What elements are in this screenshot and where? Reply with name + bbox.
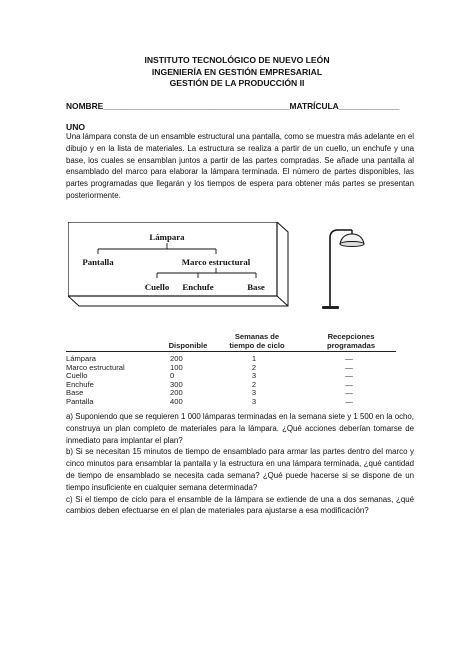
tree-node-marco-estructural: Marco estructural: [181, 257, 251, 267]
header-disponible: Disponible: [168, 341, 208, 350]
cell-receipts: —: [345, 396, 353, 406]
cell-item: Lámpara: [66, 354, 96, 363]
program-name: INGENIERÍA EN GESTIÓN EMPRESARIAL: [151, 66, 323, 77]
question-c: c) Si el tiempo de ciclo para el ensamble de la lámpara se extiende de una a dos semanas, ¿qué cambios deben efectuarse en el plan de materiales para ajustarse a esa modificación?: [66, 494, 414, 516]
cell-receipts: —: [345, 379, 353, 389]
intro-paragraph: [66, 131, 414, 202]
matricula-blank: _____________: [338, 101, 400, 111]
cell-available: 100: [170, 362, 183, 372]
tree-node-enchufe: Enchufe: [182, 282, 214, 292]
lamp-illustration: [320, 224, 378, 310]
cell-available: 400: [170, 396, 183, 406]
cell-weeks: 2: [251, 362, 257, 372]
cell-weeks: 1: [251, 354, 257, 363]
tree-node-cuello: Cuello: [144, 282, 170, 292]
question-b: b) Si se necesitan 15 minutos de tiempo de ensamblado para armar las partes dentro del marco y cinco minutos para ensamblar la pantalla y la estructura en una lámpara terminada, ¿qué cantidad de tiempo de ensamblado se necesita cada semana? ¿Qué puede hacerse si se dispone de un tiempo insuficiente en cualquier semana determinada?: [66, 447, 414, 492]
institution-name: INSTITUTO TECNOLÓGICO DE NUEVO LEÓN: [144, 55, 330, 65]
questions-block: [66, 411, 414, 517]
cell-weeks: 3: [251, 388, 257, 397]
cell-receipts: —: [345, 362, 353, 372]
cell-item: Marco estructural: [66, 362, 125, 372]
cell-receipts: —: [345, 371, 353, 380]
matricula-label: MATRÍCULA: [289, 101, 339, 111]
cell-item: Cuello: [66, 371, 88, 380]
cell-item: Enchufe: [66, 379, 94, 389]
intro-text: Una lámpara consta de un ensamble estructural una pantalla, como se muestra más adelante en el dibujo y en la lista de materiales. La estructura se realiza a partir de un cuello, un enchufe y una base, los cuales se ensamblan juntos a partir de las partes compradas. Se añade una pantalla al ensamblado del marco para elaborar la lámpara terminada. El número de partes disponibles, las partes programadas que llegarán y los tiempos de espera para obtener más partes se presentan posteriormente.: [66, 132, 414, 200]
name-label: NOMBRE: [66, 101, 104, 111]
table-row: [66, 371, 406, 379]
tree-node-base: Base: [247, 282, 265, 292]
cell-item: Base: [66, 388, 84, 397]
header-semanas-ciclo: [224, 332, 290, 350]
bom-tree-diagram: [68, 222, 290, 308]
course-name: GESTIÓN DE LA PRODUCCIÓN II: [169, 78, 305, 88]
cell-item: Pantalla: [66, 396, 94, 406]
header-rule: [66, 351, 396, 352]
header-recepciones-line2: programadas: [326, 341, 376, 350]
document-header: [0, 55, 474, 90]
header-recepciones-line1: Recepciones: [327, 332, 375, 341]
header-semanas-line2: tiempo de ciclo: [229, 341, 285, 350]
cell-receipts: —: [345, 388, 353, 397]
cell-weeks: 3: [251, 396, 257, 406]
table-row: [66, 388, 406, 396]
table-row: [66, 380, 406, 388]
cell-weeks: 3: [251, 371, 257, 380]
student-info-line: [66, 101, 399, 111]
cell-weeks: 2: [251, 379, 257, 389]
header-recepciones: [314, 332, 388, 350]
table-row: [66, 363, 406, 371]
table-row: [66, 397, 406, 405]
cell-available: 200: [170, 354, 183, 363]
cell-available: 300: [170, 379, 183, 389]
question-a: a) Suponiendo que se requieren 1 000 lámparas terminadas en la semana siete y 1 500 en la ocho, construya un plan completo de materiales para la lámpara. ¿Qué acciones deberían tomarse de inmediato para implantar el plan?: [66, 412, 414, 445]
cell-available: 0: [170, 371, 175, 380]
header-semanas-line1: Semanas de: [234, 332, 280, 341]
name-blank: ________________________________________: [103, 101, 290, 111]
tree-node-lampara: Lámpara: [149, 232, 185, 242]
tree-node-pantalla: Pantalla: [82, 257, 114, 267]
section-title: UNO: [66, 122, 86, 132]
cell-available: 200: [170, 388, 183, 397]
cell-receipts: —: [345, 354, 353, 363]
table-row: [66, 354, 406, 362]
